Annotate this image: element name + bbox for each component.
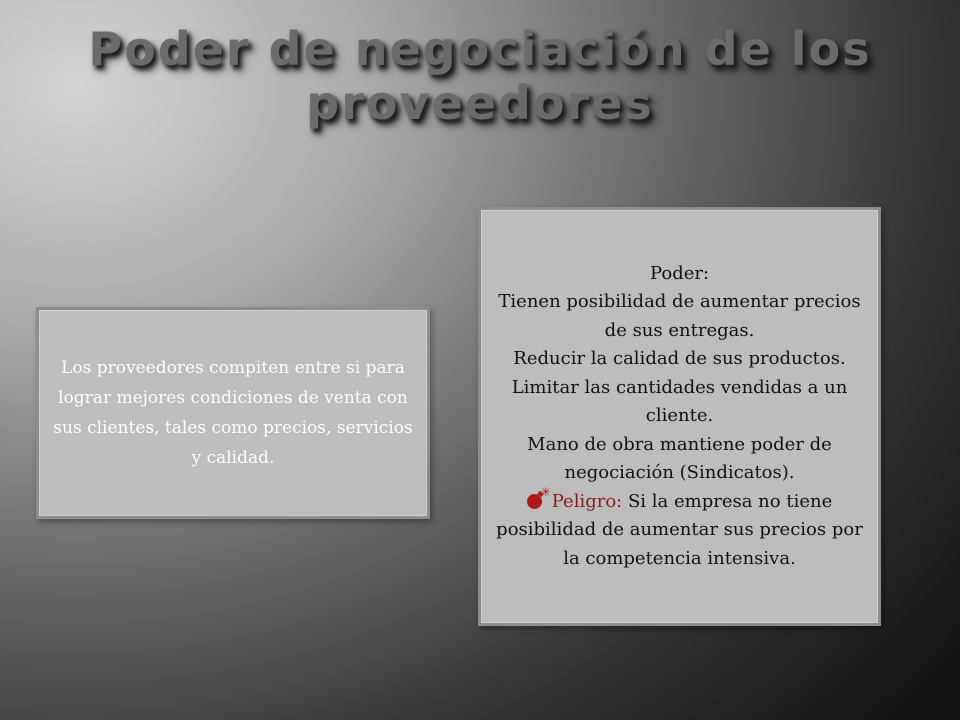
title-line-1: Poder de negociación de los — [88, 22, 872, 76]
title-line-2: proveedores — [306, 76, 654, 130]
power-point-1: Tienen posibilidad de aumentar precios de sus entregas. — [498, 291, 861, 341]
supplier-power-box — [478, 207, 881, 626]
power-point-3: Limitar las cantidades vendidas a un cliente. — [511, 376, 848, 427]
warning-label: Peligro: — [551, 490, 623, 512]
bomb-icon: ✳ — [527, 490, 549, 510]
power-point-2: Reducir la calidad de sus productos. — [513, 348, 846, 370]
warning-paragraph — [491, 484, 868, 574]
suppliers-compete-text: Los proveedores compiten entre si para lograr mejores condiciones de venta con sus clientes, tales como precios, servicios y calidad. — [53, 358, 413, 468]
suppliers-compete-box — [36, 307, 430, 519]
power-point-4: Mano de obra mantiene poder de negociación (Sindicatos). — [527, 433, 832, 484]
warning-text: Si la empresa no tiene posibilidad de aumentar sus precios por la competencia intensiva. — [496, 490, 863, 569]
slide-title — [60, 22, 900, 130]
power-heading: Poder: — [649, 262, 710, 284]
